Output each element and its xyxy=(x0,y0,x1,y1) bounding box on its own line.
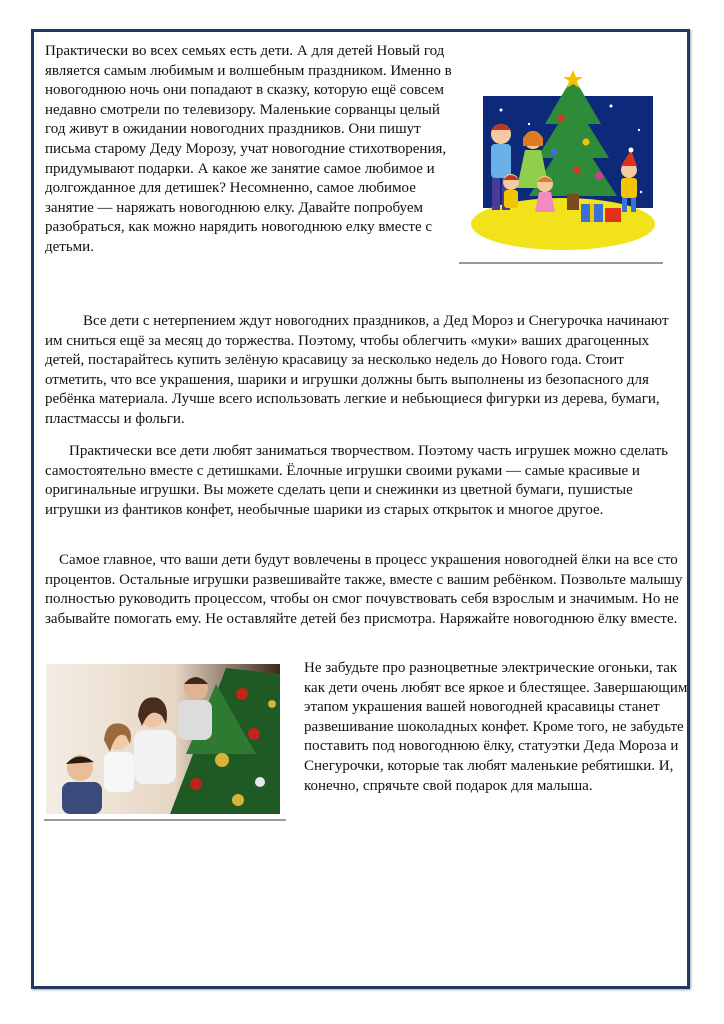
illustration-caption-rule xyxy=(459,262,663,264)
paragraph-buy-tree: Все дети с нетерпением ждут новогодних праздников, а Дед Мороз и Снегурочка начинают им сниться ещё за месяц до торжества. Поэтому, чтобы облегчить «муки» ваших драгоценных детей, постарайтесь купить зелёную красавицу за несколько недель до Нового года. Стоит отметить, что все украшения, шарики и игрушки должны быть выполнены из безопасного для ребёнка материала. Лучше всего использовать легкие и небьющиеся фигурки из дерева, бумаги, пластмассы и фольги. xyxy=(45,313,669,427)
paragraph-lights-and-candy: Не забудьте про разноцветные электрические огоньки, так как дети очень любят все яркое и блестящее. Завершающим этапом украшения вашей новогодней красавицы станет развешивание шоколадных конфет. Кроме того, не забудьте поставить под новогоднюю ёлку, статуэтки Деда Мороза и Снегурочки, которые так любят маленькие ребятишки. И, конечно, спрячьте свой подарок для малыша. xyxy=(304,660,688,794)
photo-caption-rule xyxy=(44,819,286,821)
family-christmas-tree-illustration xyxy=(461,66,661,260)
paragraph-handmade-toys: Практически все дети любят заниматься творчеством. Поэтому часть игрушек можно сделать самостоятельно вместе с детишками. Ёлочные игрушки своими руками — самые красивые и оригинальные игрушки. Вы можете сделать цепи и снежинки из цветной бумаги, пушистые игрушки из фантиков конфет, необычные шарики из старых открыток и многое другое. xyxy=(45,443,668,518)
family-decorating-tree-photo xyxy=(46,664,280,814)
photo-svg xyxy=(46,664,280,814)
illustration-svg xyxy=(461,66,661,260)
paragraph-involve-children: Самое главное, что ваши дети будут вовлечены в процесс украшения новогодней ёлки на все сто процентов. Остальные игрушки развешивайте также, вместе с вашим ребёнком. Позвольте малышу полностью руководить процессом, чтобы он смог почувствовать себя взрослым и значимым. Но не забывайте помогать ему. Не оставляйте детей без присмотра. Наряжайте новогоднюю ёлку вместе. xyxy=(45,552,683,627)
paragraph-intro: Практически во всех семьях есть дети. А для детей Новый год является самым любимым и волшебным праздником. Именно в новогоднюю ночь они попадают в сказку, которую ещё совсем недавно смотрели по телевизору. Маленькие сорванцы целый год живут в ожидании новогодних праздников. Они пишут письма старому Деду Морозу, учат новогодние стихотворения, придумывают подарки. А какое же занятие самое любимое и долгожданное для детишек? Несомненно, самое любимое занятие — наряжать новогоднюю елку. Давайте попробуем разобраться, как можно нарядить новогоднюю елку вместе с детьми. xyxy=(45,43,452,255)
